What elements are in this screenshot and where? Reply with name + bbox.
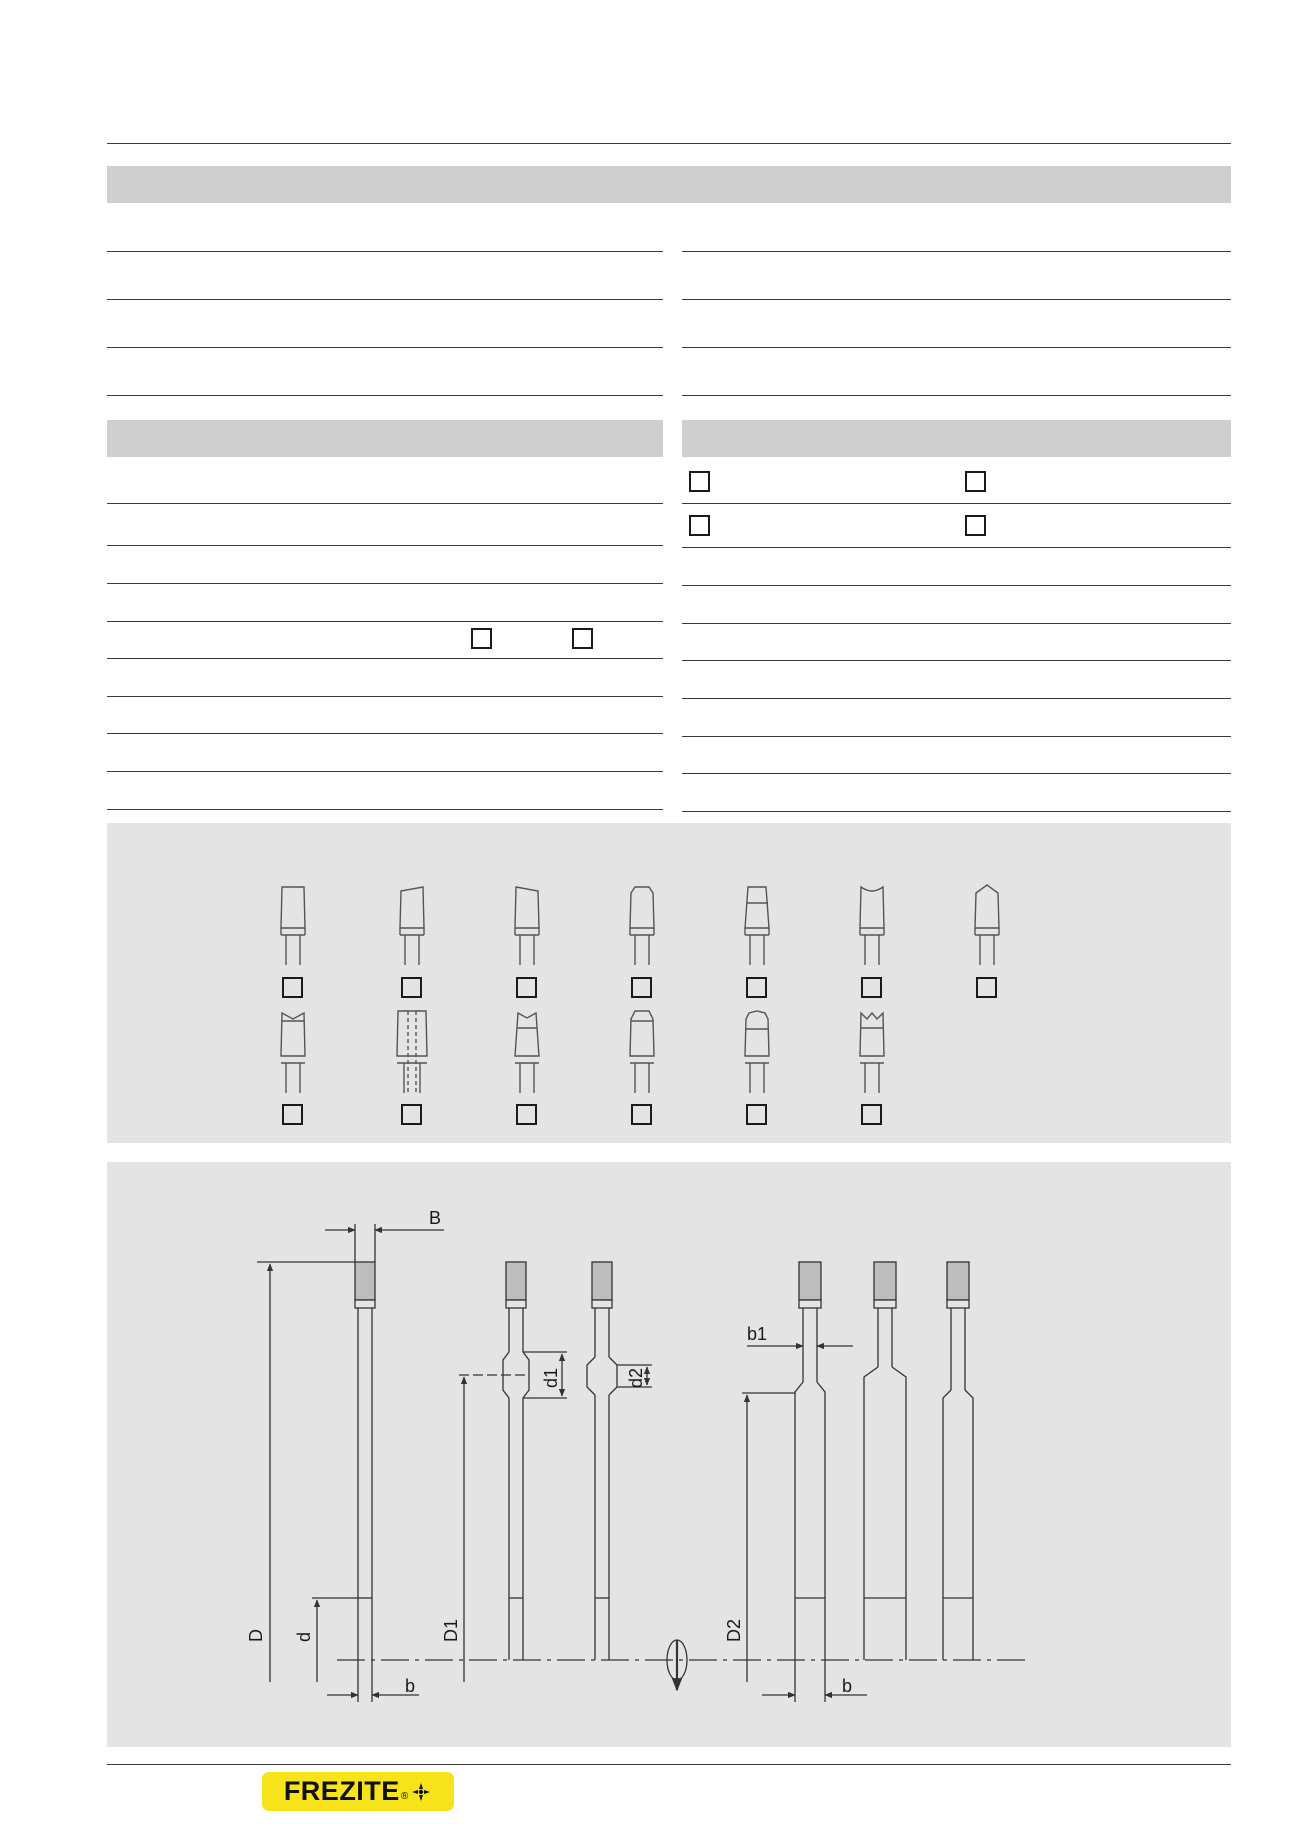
field-rule — [107, 545, 663, 546]
profile-checkbox[interactable] — [746, 977, 767, 998]
field-rule — [682, 698, 1231, 699]
label-b-right: b — [842, 1676, 853, 1696]
field-rule — [682, 395, 1231, 396]
logo-registered-mark: ® — [400, 1791, 409, 1802]
option-checkbox[interactable] — [572, 628, 593, 649]
field-rule — [107, 771, 663, 772]
profile-checkbox[interactable] — [401, 977, 422, 998]
profile-checkbox[interactable] — [401, 1104, 422, 1125]
profile-checkbox[interactable] — [516, 977, 537, 998]
header-rule — [107, 143, 1231, 144]
profile-checkbox[interactable] — [631, 977, 652, 998]
profile-side-bevel-icon — [397, 1011, 427, 1093]
customer-field-2[interactable] — [107, 264, 663, 300]
option-checkbox[interactable] — [471, 628, 492, 649]
profile-alternate-top-reverse-icon — [515, 887, 539, 965]
label-b-left: b — [405, 1676, 416, 1696]
customer-field-4[interactable] — [682, 216, 1231, 252]
profile-checkbox[interactable] — [631, 1104, 652, 1125]
field-rule — [682, 811, 1231, 812]
label-D2: D2 — [724, 1618, 744, 1642]
field-rule — [682, 623, 1231, 624]
profile-checkbox[interactable] — [516, 1104, 537, 1125]
customer-field-3[interactable] — [107, 312, 663, 348]
profile-flat-top-icon — [281, 887, 305, 965]
profile-chamfer-icon — [630, 887, 654, 965]
field-rule — [682, 547, 1231, 548]
tooth-profile-drawings — [107, 823, 1231, 1143]
dimension-diagram — [107, 1162, 1231, 1747]
label-d2: d2 — [626, 1367, 646, 1388]
profile-trapezoid-v-icon — [515, 1013, 539, 1093]
profile-checkbox[interactable] — [861, 1104, 882, 1125]
field-rule — [107, 621, 663, 622]
right-section-band — [682, 420, 1231, 457]
field-rule — [682, 585, 1231, 586]
field-rule — [107, 583, 663, 584]
header-band — [107, 166, 1231, 203]
field-rule — [107, 503, 663, 504]
field-rule — [682, 660, 1231, 661]
field-rule — [682, 773, 1231, 774]
profile-pointed-icon — [975, 885, 999, 965]
profile-round-chamfer-icon — [745, 1011, 769, 1093]
profile-double-v-icon — [860, 1013, 884, 1093]
option-checkbox[interactable] — [689, 515, 710, 536]
field-rule — [682, 299, 1231, 300]
field-rule — [107, 733, 663, 734]
label-d1: d1 — [541, 1367, 561, 1388]
field-rule — [107, 299, 663, 300]
frezite-logo — [262, 1772, 454, 1811]
profile-checkbox[interactable] — [976, 977, 997, 998]
logo-text: FREZITE — [283, 1776, 400, 1806]
label-D1: D1 — [441, 1618, 461, 1642]
field-rule — [107, 809, 663, 810]
profile-alternate-top-icon — [400, 887, 424, 965]
label-D: D — [246, 1629, 266, 1642]
profile-checkbox[interactable] — [746, 1104, 767, 1125]
option-checkbox[interactable] — [965, 515, 986, 536]
profile-checkbox[interactable] — [861, 977, 882, 998]
profile-double-chamfer-icon — [630, 1011, 654, 1093]
label-b1: b1 — [747, 1324, 768, 1344]
profile-trapezoid-icon — [745, 887, 769, 965]
field-rule — [107, 395, 663, 396]
profile-hollow-icon — [860, 887, 884, 965]
field-rule — [682, 347, 1231, 348]
profile-v-top-icon — [281, 1013, 305, 1093]
logo-blade-icon — [410, 1781, 432, 1803]
footer-rule — [107, 1764, 1231, 1765]
left-section-band — [107, 420, 663, 457]
option-checkbox[interactable] — [965, 471, 986, 492]
label-B: B — [429, 1208, 442, 1228]
label-d: d — [294, 1631, 314, 1642]
customer-field-6[interactable] — [682, 312, 1231, 348]
customer-field-1[interactable] — [107, 216, 663, 252]
field-rule — [107, 696, 663, 697]
option-checkbox[interactable] — [689, 471, 710, 492]
field-rule — [682, 503, 1231, 504]
field-rule — [682, 736, 1231, 737]
profile-checkbox[interactable] — [282, 1104, 303, 1125]
field-rule — [107, 658, 663, 659]
customer-field-5[interactable] — [682, 264, 1231, 300]
field-rule — [107, 251, 663, 252]
field-rule — [682, 251, 1231, 252]
field-rule — [107, 347, 663, 348]
profile-checkbox[interactable] — [282, 977, 303, 998]
